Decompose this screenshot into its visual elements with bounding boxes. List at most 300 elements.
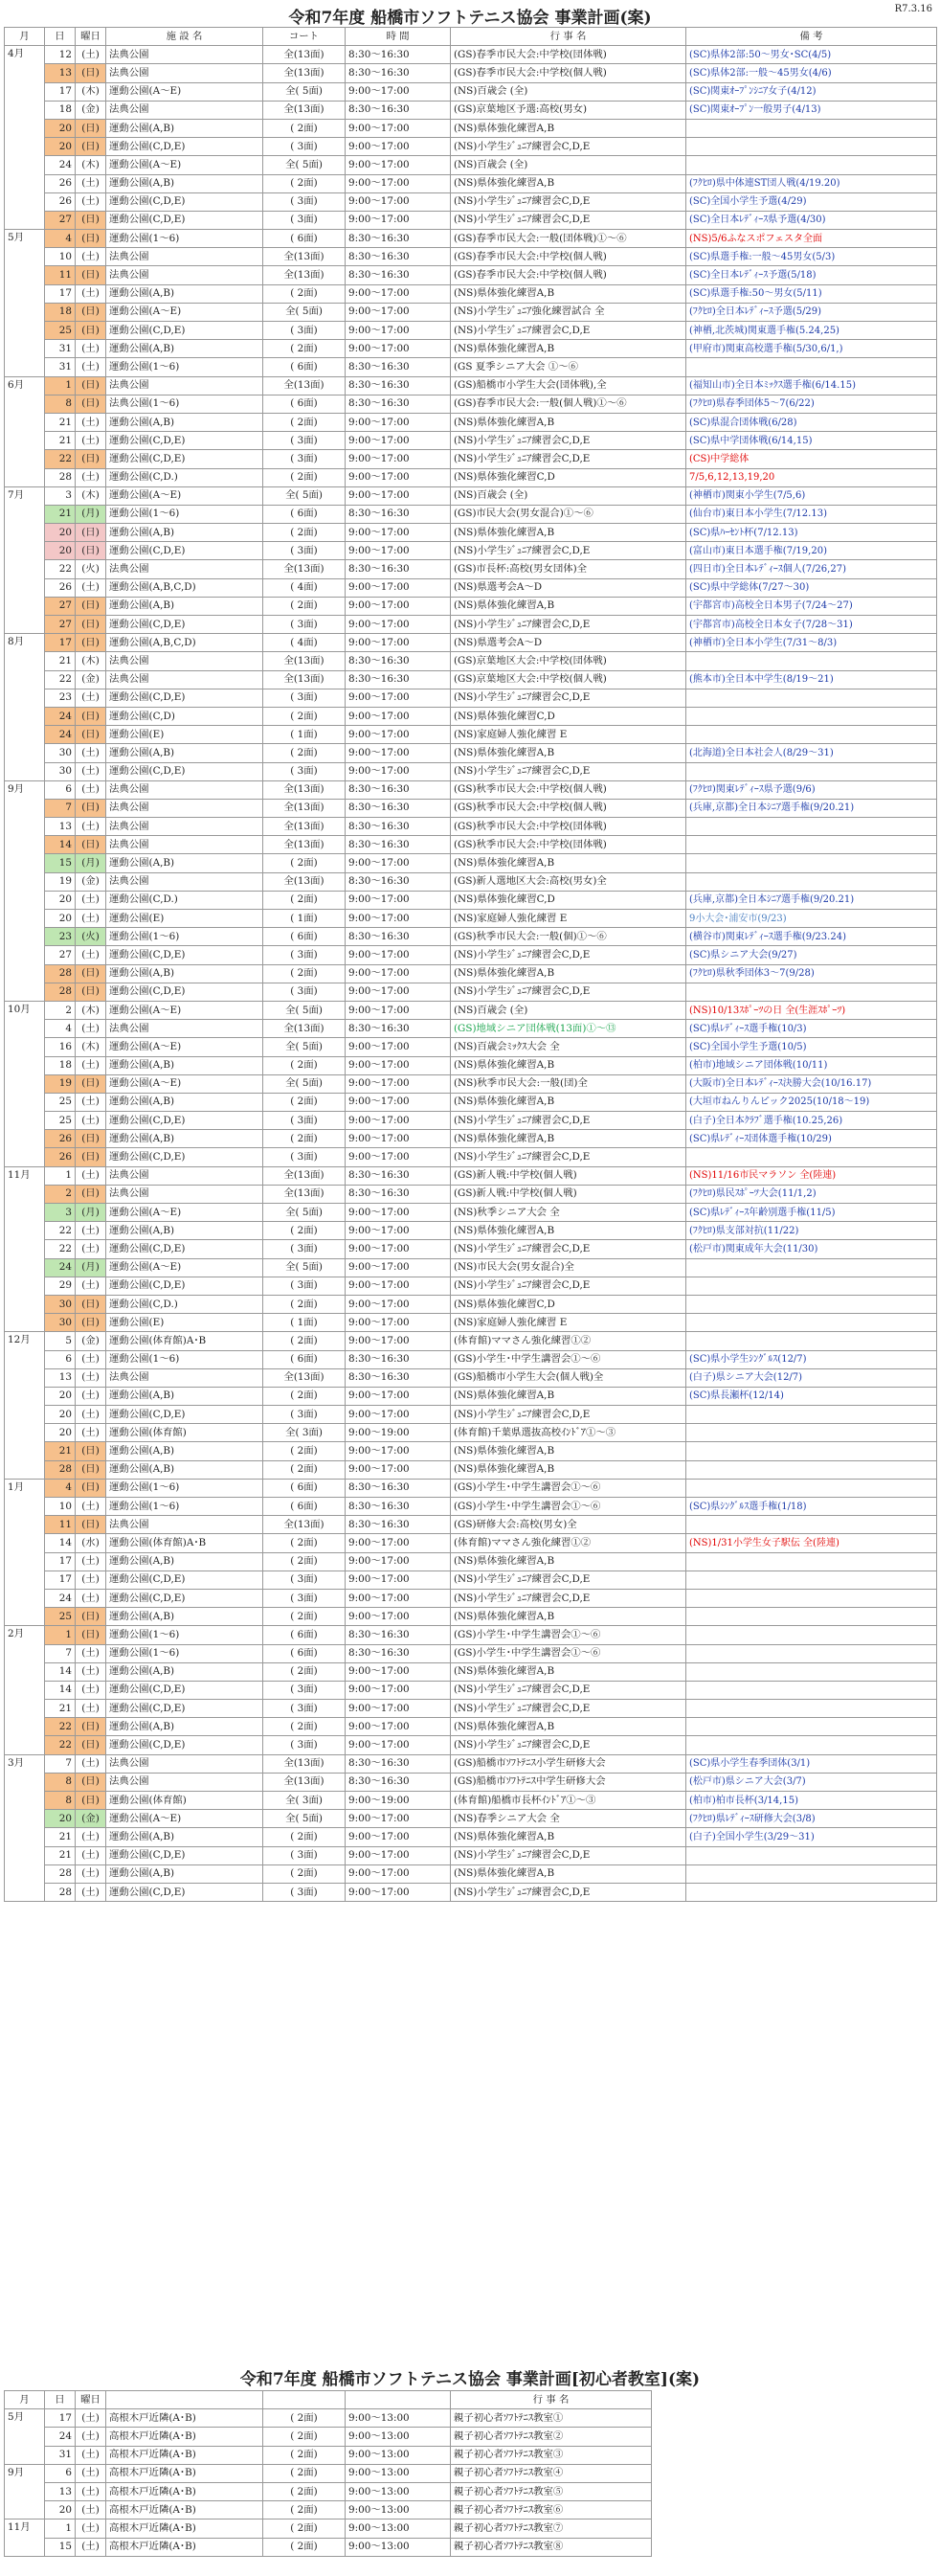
event-cell: (NS)県体強化練習A,B: [451, 1718, 686, 1736]
court-cell: 全(13面): [263, 1516, 346, 1534]
note-cell: (福知山市)全日本ﾐｯｸｽ選手権(6/14.15): [686, 376, 937, 395]
day-cell: 20: [45, 910, 76, 928]
facility-cell: 法典公園: [106, 1368, 263, 1387]
beginner-day-cell: 20: [45, 2501, 76, 2520]
time-cell: 9:00～17:00: [346, 1112, 451, 1130]
weekday-cell: (土): [76, 1387, 106, 1405]
table-row: [5, 1148, 937, 1166]
facility-cell: 運動公園(A～E): [106, 156, 263, 174]
beginner-facility-cell: 高根木戸近隣(A･B): [106, 2482, 263, 2500]
weekday-cell: (土): [76, 432, 106, 450]
table-row: [5, 1001, 937, 1019]
note-cell: (大阪市)全日本ﾚﾃﾞｨｰｽ決勝大会(10/16.17): [686, 1074, 937, 1093]
court-cell: ( 6面): [263, 1479, 346, 1497]
table-row: [5, 1644, 937, 1662]
note-cell: 9小大会･浦安市(9/23): [686, 910, 937, 928]
court-cell: ( 6面): [263, 1644, 346, 1662]
time-cell: 9:00～17:00: [346, 542, 451, 560]
day-cell: 14: [45, 836, 76, 854]
court-cell: 全(13面): [263, 836, 346, 854]
weekday-cell: (月): [76, 854, 106, 872]
event-cell: (NS)家庭婦人強化練習 E: [451, 726, 686, 744]
weekday-cell: (土): [76, 1828, 106, 1846]
time-cell: 9:00～17:00: [346, 1277, 451, 1295]
court-cell: ( 4面): [263, 578, 346, 597]
note-cell: [686, 358, 937, 376]
time-cell: 9:00～17:00: [346, 1662, 451, 1681]
note-cell: [686, 726, 937, 744]
weekday-cell: (土): [76, 46, 106, 64]
weekday-cell: (月): [76, 1258, 106, 1277]
facility-cell: 運動公園(C,D,E): [106, 542, 263, 560]
court-cell: 全(13面): [263, 46, 346, 64]
court-cell: 全(13面): [263, 1368, 346, 1387]
table-row: [5, 964, 937, 983]
note-cell: [686, 1644, 937, 1662]
court-cell: 全( 5面): [263, 1258, 346, 1277]
event-cell: (GS)秋季市民大会:一般(個)①～⑥: [451, 928, 686, 946]
note-cell: [686, 1332, 937, 1350]
time-cell: 9:00～17:00: [346, 486, 451, 505]
beginner-row: [5, 2428, 652, 2446]
time-cell: 8:30～16:30: [346, 780, 451, 799]
day-cell: 14: [45, 1681, 76, 1699]
beginner-day-cell: 31: [45, 2446, 76, 2464]
month-cell: 7月: [5, 486, 45, 634]
day-cell: 21: [45, 432, 76, 450]
table-row: [5, 1332, 937, 1350]
time-cell: 9:00～17:00: [346, 1204, 451, 1222]
beginner-event-cell: 親子初心者ｿﾌﾄﾃﾆｽ教室⑧: [451, 2538, 652, 2556]
table-row: [5, 1828, 937, 1846]
day-cell: 21: [45, 1828, 76, 1846]
event-cell: (NS)県体強化練習A,B: [451, 413, 686, 431]
table-row: [5, 156, 937, 174]
weekday-cell: (日): [76, 450, 106, 468]
facility-cell: 運動公園(C,D,E): [106, 450, 263, 468]
time-cell: 8:30～16:30: [346, 266, 451, 284]
event-cell: (GS 夏季シニア大会 ①～⑥: [451, 358, 686, 376]
weekday-cell: (土): [76, 1589, 106, 1607]
beginner-court-cell: ( 2面): [263, 2464, 346, 2482]
court-cell: ( 3面): [263, 1589, 346, 1607]
day-cell: 20: [45, 119, 76, 137]
court-cell: ( 3面): [263, 211, 346, 229]
note-cell: [686, 854, 937, 872]
note-cell: [686, 1258, 937, 1277]
beginner-body: [5, 2409, 652, 2557]
weekday-cell: (火): [76, 560, 106, 578]
table-row: [5, 891, 937, 909]
time-cell: 8:30～16:30: [346, 1498, 451, 1516]
day-cell: 26: [45, 578, 76, 597]
time-cell: 8:30～16:30: [346, 101, 451, 119]
weekday-cell: (土): [76, 818, 106, 836]
header-facility: 施 設 名: [106, 28, 263, 46]
weekday-cell: (土): [76, 946, 106, 964]
facility-cell: 運動公園(C,D,E): [106, 1240, 263, 1258]
court-cell: ( 2面): [263, 1222, 346, 1240]
event-cell: (体育館)ママさん強化練習①②: [451, 1332, 686, 1350]
event-cell: (GS)京葉地区大会:中学校(団体戦): [451, 652, 686, 670]
note-cell: [686, 1626, 937, 1644]
event-cell: (NS)県体強化練習A,B: [451, 1864, 686, 1883]
beginner-weekday-cell: (土): [76, 2446, 106, 2464]
table-row: [5, 450, 937, 468]
note-cell: (SC)県小学生ｼﾝｸﾞﾙｽ(12/7): [686, 1350, 937, 1368]
time-cell: 9:00～17:00: [346, 1295, 451, 1313]
facility-cell: 運動公園(1～6): [106, 1350, 263, 1368]
time-cell: 8:30～16:30: [346, 928, 451, 946]
event-cell: (GS)春季市民大会:中学校(個人戦): [451, 248, 686, 266]
time-cell: 9:00～17:00: [346, 983, 451, 1001]
weekday-cell: (日): [76, 266, 106, 284]
table-row: [5, 303, 937, 321]
note-cell: (白子)県シニア大会(12/7): [686, 1368, 937, 1387]
weekday-cell: (土): [76, 340, 106, 358]
event-cell: (GS)京葉地区大会:中学校(個人戦): [451, 670, 686, 689]
note-cell: [686, 872, 937, 891]
note-cell: (ﾌｸﾋﾛ)県中体連ST団人戦(4/19.20): [686, 174, 937, 192]
event-cell: (GS)小学生･中学生講習会①～⑥: [451, 1626, 686, 1644]
table-row: [5, 1258, 937, 1277]
beginner-facility-cell: 高根木戸近隣(A･B): [106, 2464, 263, 2482]
header-event: 行 事 名: [451, 28, 686, 46]
facility-cell: 運動公園(C,D.): [106, 1295, 263, 1313]
day-cell: 22: [45, 1736, 76, 1754]
note-cell: (ﾌｸﾋﾛ)県秋季団体3～7(9/28): [686, 964, 937, 983]
day-cell: 31: [45, 358, 76, 376]
table-row: [5, 1295, 937, 1313]
facility-cell: 運動公園(A,B,C,D): [106, 578, 263, 597]
day-cell: 23: [45, 928, 76, 946]
time-cell: 9:00～17:00: [346, 1883, 451, 1901]
day-cell: 24: [45, 1589, 76, 1607]
table-row: [5, 1864, 937, 1883]
facility-cell: 運動公園(1～6): [106, 928, 263, 946]
court-cell: ( 3面): [263, 322, 346, 340]
court-cell: 全(13面): [263, 248, 346, 266]
facility-cell: 運動公園(1～6): [106, 505, 263, 523]
day-cell: 13: [45, 1368, 76, 1387]
beginner-row: [5, 2464, 652, 2482]
facility-cell: 法典公園: [106, 872, 263, 891]
beginner-table: [4, 2390, 652, 2557]
event-cell: (NS)家庭婦人強化練習 E: [451, 910, 686, 928]
facility-cell: 運動公園(A,B): [106, 284, 263, 303]
event-cell: (NS)百歳会ﾐｯｸｽ大会 全: [451, 1038, 686, 1056]
facility-cell: 運動公園(A～E): [106, 1001, 263, 1019]
beginner-event-cell: 親子初心者ｿﾌﾄﾃﾆｽ教室③: [451, 2446, 652, 2464]
day-cell: 26: [45, 174, 76, 192]
table-row: [5, 119, 937, 137]
weekday-cell: (日): [76, 1130, 106, 1148]
weekday-cell: (土): [76, 1754, 106, 1773]
note-cell: [686, 1460, 937, 1479]
facility-cell: 運動公園(A～E): [106, 1038, 263, 1056]
beginner-weekday-cell: (土): [76, 2428, 106, 2446]
note-cell: (大垣市ねんりんピック2025(10/18～19): [686, 1093, 937, 1111]
weekday-cell: (日): [76, 707, 106, 725]
table-row: [5, 64, 937, 82]
court-cell: ( 6面): [263, 1350, 346, 1368]
time-cell: 9:00～17:00: [346, 1810, 451, 1828]
weekday-cell: (木): [76, 652, 106, 670]
weekday-cell: (日): [76, 395, 106, 413]
time-cell: 9:00～17:00: [346, 854, 451, 872]
weekday-cell: (木): [76, 486, 106, 505]
table-row: [5, 211, 937, 229]
note-cell: (柏市)柏市長杯(3/14,15): [686, 1792, 937, 1810]
facility-cell: 運動公園(A～E): [106, 1204, 263, 1222]
table-row: [5, 780, 937, 799]
note-cell: (SC)県ﾚﾃﾞｨｰｽ団体選手権(10/29): [686, 1130, 937, 1148]
weekday-cell: (土): [76, 284, 106, 303]
note-cell: (松戸市)関東成年大会(11/30): [686, 1240, 937, 1258]
facility-cell: 運動公園(A,B): [106, 964, 263, 983]
beginner-time-cell: 9:00～13:00: [346, 2409, 451, 2428]
table-row: [5, 1368, 937, 1387]
time-cell: 9:00～17:00: [346, 211, 451, 229]
event-cell: (NS)小学生ｼﾞｭﾆｱ練習会C,D,E: [451, 450, 686, 468]
weekday-cell: (日): [76, 1773, 106, 1791]
weekday-cell: (土): [76, 689, 106, 707]
note-cell: (SC)県選手権:一般～45男女(5/3): [686, 248, 937, 266]
table-row: [5, 1314, 937, 1332]
time-cell: 9:00～17:00: [346, 1387, 451, 1405]
beginner-time-cell: 9:00～13:00: [346, 2446, 451, 2464]
table-row: [5, 1626, 937, 1644]
weekday-cell: (金): [76, 1332, 106, 1350]
day-cell: 4: [45, 1479, 76, 1497]
beginner-court-cell: ( 2面): [263, 2501, 346, 2520]
weekday-cell: (土): [76, 1570, 106, 1589]
revision-label: R7.3.16: [894, 4, 932, 14]
event-cell: (体育館)千葉県選抜高校ｲﾝﾄﾞｱ①～③: [451, 1424, 686, 1442]
note-cell: [686, 1864, 937, 1883]
table-row: [5, 192, 937, 211]
day-cell: 15: [45, 854, 76, 872]
time-cell: 8:30～16:30: [346, 1644, 451, 1662]
day-cell: 27: [45, 616, 76, 634]
facility-cell: 運動公園(C,D,E): [106, 762, 263, 780]
court-cell: 全( 3面): [263, 1424, 346, 1442]
day-cell: 20: [45, 891, 76, 909]
event-cell: (体育館)船橋市長杯ｲﾝﾄﾞｱ①～③: [451, 1792, 686, 1810]
time-cell: 9:00～17:00: [346, 1406, 451, 1424]
weekday-cell: (日): [76, 542, 106, 560]
facility-cell: 運動公園(A,B): [106, 744, 263, 762]
note-cell: (SC)県中学総体(7/27～30): [686, 578, 937, 597]
day-cell: 8: [45, 395, 76, 413]
time-cell: 9:00～17:00: [346, 1608, 451, 1626]
time-cell: 9:00～17:00: [346, 322, 451, 340]
weekday-cell: (日): [76, 1074, 106, 1093]
table-row: [5, 46, 937, 64]
note-cell: [686, 1608, 937, 1626]
court-cell: 全(13面): [263, 560, 346, 578]
event-cell: (NS)県体強化練習A,B: [451, 524, 686, 542]
court-cell: 全( 5面): [263, 1074, 346, 1093]
time-cell: 8:30～16:30: [346, 376, 451, 395]
note-cell: [686, 1718, 937, 1736]
beginner-facility-cell: 高根木戸近隣(A･B): [106, 2428, 263, 2446]
day-cell: 26: [45, 192, 76, 211]
beginner-day-cell: 1: [45, 2520, 76, 2538]
schedule-body: [5, 46, 937, 1902]
event-cell: (GS)小学生･中学生講習会①～⑥: [451, 1644, 686, 1662]
table-row: [5, 928, 937, 946]
court-cell: ( 3面): [263, 1883, 346, 1901]
beginner-month-cell: 5月: [5, 2409, 45, 2465]
event-cell: (GS)地域シニア団体戦(13面)①～⑬: [451, 1020, 686, 1038]
beginner-event-cell: 親子初心者ｿﾌﾄﾃﾆｽ教室⑤: [451, 2482, 652, 2500]
time-cell: 9:00～17:00: [346, 524, 451, 542]
day-cell: 21: [45, 652, 76, 670]
weekday-cell: (金): [76, 670, 106, 689]
day-cell: 18: [45, 1056, 76, 1074]
time-cell: 9:00～17:00: [346, 1093, 451, 1111]
facility-cell: 運動公園(1～6): [106, 1644, 263, 1662]
time-cell: 8:30～16:30: [346, 395, 451, 413]
facility-cell: 運動公園(C,D,E): [106, 1883, 263, 1901]
time-cell: 9:00～17:00: [346, 689, 451, 707]
weekday-cell: (木): [76, 1038, 106, 1056]
time-cell: 8:30～16:30: [346, 1773, 451, 1791]
facility-cell: 運動公園(A,B): [106, 1864, 263, 1883]
note-cell: [686, 818, 937, 836]
day-cell: 8: [45, 1773, 76, 1791]
court-cell: ( 2面): [263, 707, 346, 725]
table-row: [5, 395, 937, 413]
event-cell: (NS)百歳会 (全): [451, 156, 686, 174]
facility-cell: 運動公園(C,D,E): [106, 211, 263, 229]
table-row: [5, 358, 937, 376]
weekday-cell: (日): [76, 1792, 106, 1810]
day-cell: 17: [45, 1552, 76, 1570]
facility-cell: 法典公園: [106, 818, 263, 836]
table-row: [5, 818, 937, 836]
event-cell: (NS)小学生ｼﾞｭﾆｱ練習会C,D,E: [451, 983, 686, 1001]
table-row: [5, 799, 937, 817]
day-cell: 6: [45, 1350, 76, 1368]
table-row: [5, 597, 937, 615]
facility-cell: 運動公園(A,B): [106, 1442, 263, 1460]
facility-cell: 法典公園: [106, 670, 263, 689]
court-cell: ( 2面): [263, 1828, 346, 1846]
facility-cell: 運動公園(C,D,E): [106, 983, 263, 1001]
table-row: [5, 1736, 937, 1754]
time-cell: 8:30～16:30: [346, 1626, 451, 1644]
beginner-row: [5, 2501, 652, 2520]
month-cell: 11月: [5, 1166, 45, 1332]
note-cell: (SC)県ｼﾝｸﾞﾙｽ選手権(1/18): [686, 1498, 937, 1516]
event-cell: (NS)県体強化練習A,B: [451, 1387, 686, 1405]
weekday-cell: (日): [76, 138, 106, 156]
weekday-cell: (木): [76, 82, 106, 101]
event-cell: (NS)県体強化練習A,B: [451, 1828, 686, 1846]
event-cell: (GS)京葉地区予選:高校(男女): [451, 101, 686, 119]
time-cell: 9:00～17:00: [346, 138, 451, 156]
beginner-title: 令和7年度 船橋市ソフトテニス協会 事業計画[初心者教室](案): [239, 2370, 701, 2389]
facility-cell: 運動公園(A～E): [106, 303, 263, 321]
time-cell: 9:00～17:00: [346, 1534, 451, 1552]
day-cell: 4: [45, 1020, 76, 1038]
time-cell: 9:00～17:00: [346, 762, 451, 780]
time-cell: 9:00～17:00: [346, 1038, 451, 1056]
day-cell: 26: [45, 1148, 76, 1166]
time-cell: 8:30～16:30: [346, 836, 451, 854]
table-row: [5, 1552, 937, 1570]
time-cell: 9:00～17:00: [346, 1736, 451, 1754]
beginner-court-cell: ( 2面): [263, 2482, 346, 2500]
beginner-weekday-cell: (土): [76, 2501, 106, 2520]
event-cell: (GS)秋季市民大会:中学校(団体戦): [451, 818, 686, 836]
event-cell: (NS)県選考会A～D: [451, 578, 686, 597]
note-cell: [686, 1846, 937, 1864]
table-row: [5, 670, 937, 689]
table-row: [5, 1240, 937, 1258]
event-cell: (GS)船橋市ｿﾌﾄﾃﾆｽ中学生研修大会: [451, 1773, 686, 1791]
table-row: [5, 432, 937, 450]
table-row: [5, 1277, 937, 1295]
court-cell: ( 3面): [263, 1240, 346, 1258]
table-row: [5, 1498, 937, 1516]
court-cell: 全(13面): [263, 780, 346, 799]
time-cell: 9:00～17:00: [346, 1130, 451, 1148]
day-cell: 22: [45, 450, 76, 468]
court-cell: ( 1面): [263, 1314, 346, 1332]
table-row: [5, 248, 937, 266]
note-cell: (富山市)東日本選手権(7/19,20): [686, 542, 937, 560]
facility-cell: 運動公園(1～6): [106, 1498, 263, 1516]
table-row: [5, 468, 937, 486]
time-cell: 9:00～17:00: [346, 964, 451, 983]
weekday-cell: (日): [76, 1460, 106, 1479]
court-cell: ( 2面): [263, 284, 346, 303]
facility-cell: 運動公園(C,D,E): [106, 689, 263, 707]
day-cell: 7: [45, 1754, 76, 1773]
court-cell: ( 2面): [263, 854, 346, 872]
beginner-header-month: 月: [5, 2391, 45, 2409]
weekday-cell: (土): [76, 910, 106, 928]
note-cell: (ﾌｸﾋﾛ)県支部対抗(11/22): [686, 1222, 937, 1240]
event-cell: (NS)小学生ｼﾞｭﾆｱ練習会C,D,E: [451, 946, 686, 964]
note-cell: [686, 707, 937, 725]
weekday-cell: (土): [76, 1056, 106, 1074]
court-cell: ( 2面): [263, 891, 346, 909]
facility-cell: 運動公園(A,B): [106, 1387, 263, 1405]
court-cell: ( 3面): [263, 1736, 346, 1754]
time-cell: 9:00～17:00: [346, 432, 451, 450]
event-cell: (NS)小学生ｼﾞｭﾆｱ練習会C,D,E: [451, 1112, 686, 1130]
table-row: [5, 322, 937, 340]
day-cell: 22: [45, 1718, 76, 1736]
facility-cell: 運動公園(A,B): [106, 1608, 263, 1626]
time-cell: 9:00～17:00: [346, 1148, 451, 1166]
day-cell: 25: [45, 1093, 76, 1111]
event-cell: (NS)県体強化練習A,B: [451, 119, 686, 137]
table-row: [5, 1424, 937, 1442]
table-row: [5, 1718, 937, 1736]
court-cell: ( 2面): [263, 964, 346, 983]
court-cell: ( 3面): [263, 138, 346, 156]
court-cell: 全(13面): [263, 64, 346, 82]
event-cell: (NS)小学生ｼﾞｭﾆｱ練習会C,D,E: [451, 1736, 686, 1754]
weekday-cell: (日): [76, 1442, 106, 1460]
facility-cell: 運動公園(A,B): [106, 524, 263, 542]
weekday-cell: (土): [76, 1681, 106, 1699]
